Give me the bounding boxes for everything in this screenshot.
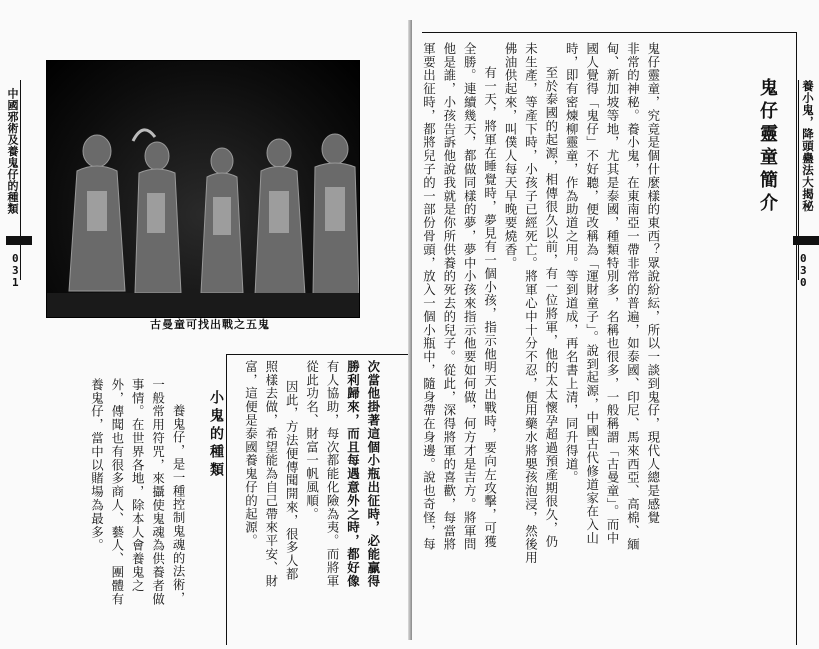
article-text-column: 鬼仔靈童，究竟是個什麼樣的東西？眾說紛紜，所以一談到鬼仔，現代人總是感覺 bbox=[645, 42, 661, 525]
section-text-column: 事情。在世界各地，除本人會養鬼之 bbox=[130, 378, 146, 593]
section-heading: 小鬼的種類 bbox=[208, 390, 225, 480]
article-text-column: 有一天，將軍在睡覺時，夢見有一個小孩，指示他明天出戰時，要向左攻擊，可獲 bbox=[482, 66, 498, 549]
article-column-group bbox=[418, 42, 663, 634]
article-text-column: 未生產，等產下時，小孩子已經死亡。將軍心中十分不忍，便用藥水將嬰孩泡浸，然後用 bbox=[523, 42, 539, 565]
left-page-number-digit: 3 bbox=[12, 264, 19, 277]
right-page bbox=[412, 0, 819, 649]
statue-figures-graphic bbox=[47, 61, 359, 317]
right-page-number-digit: 0 bbox=[800, 276, 807, 289]
continuation-column-group bbox=[240, 360, 383, 642]
article-text-column: 至於泰國的起源，相傳很久以前，有一位將軍，他的太太懷孕超過預產期很久，仍 bbox=[543, 66, 559, 549]
article-text-column: 非常的神秘。養小鬼，在東南亞一帶非常的普遍，如泰國、印尼、馬來西亞、高棉、緬 bbox=[625, 42, 641, 552]
left-margin-rule bbox=[20, 80, 21, 280]
continuation-text-column: 因此，方法便傳聞開來，很多人都 bbox=[284, 380, 300, 581]
right-page-tab-mark bbox=[793, 236, 819, 245]
section-text-column: 養鬼仔，當中以賭場為最多。 bbox=[89, 378, 105, 553]
section-text-column: 一般常用符咒，來攝使鬼魂為供養者做 bbox=[150, 378, 166, 606]
left-page-number bbox=[12, 253, 19, 289]
article-title: 鬼仔靈童簡介 bbox=[757, 78, 778, 216]
photo-caption: 古曼童可找出戰之五鬼 bbox=[150, 318, 270, 331]
right-page-number-digit: 0 bbox=[800, 252, 807, 265]
section-column-group bbox=[86, 378, 226, 638]
right-page-number-digit: 3 bbox=[800, 264, 807, 277]
article-text-column: 全勝。連續幾天，都做同樣的夢，夢中小孩來指示他要如何做，何方才是吉方。將軍問 bbox=[462, 42, 478, 552]
left-page-number-digit: 0 bbox=[12, 252, 19, 265]
continuation-text-column: 從此功名、財富一帆風順。 bbox=[304, 360, 320, 521]
continuation-text-column: 照樣去做，希望能為自己帶來平安、財 bbox=[263, 360, 279, 588]
article-text-column: 佛油供起來，叫僕人每天早晚要燒香。 bbox=[503, 42, 519, 270]
left-page-tab-mark bbox=[6, 236, 32, 245]
section-text-column: 養鬼仔，是一種控制鬼魂的法術， bbox=[171, 404, 187, 605]
right-margin-rule bbox=[798, 80, 799, 280]
continuation-text-column: 勝利歸來，而且每遇意外之時，都好像 bbox=[345, 360, 361, 588]
article-text-column: 軍要出征時，都將兒子的一部份骨頭，放入一個小瓶中，隨身帶在身邊。說也奇怪，每 bbox=[421, 42, 437, 552]
continuation-text-column: 有人協助，每次都能化險為夷。而將軍 bbox=[325, 360, 341, 588]
section-text-column: 外，傳聞也有很多商人、藝人、團體有 bbox=[109, 378, 125, 606]
right-running-head: 養小鬼，降頭蠱法大揭秘 bbox=[801, 80, 815, 212]
left-page-number-digit: 1 bbox=[12, 276, 19, 289]
continuation-text-column: 富，這便是泰國養鬼仔的起源。 bbox=[243, 360, 259, 548]
article-text-column: 他是誰，小孩告訴他說我就是你所供養的死去的兒子。從此，深得將軍的喜歡，每當將 bbox=[441, 42, 457, 552]
article-text-column: 甸、新加坡等地，尤其是泰國，種類特別多，名稱也很多，一般稱謂「古曼童」。而中 bbox=[605, 42, 621, 545]
statue-photo bbox=[46, 60, 360, 318]
article-text-column: 國人覺得「鬼仔」不好聽，便改稱為「運財童子」。說到起源，中國古代修道家在入山 bbox=[584, 42, 600, 545]
article-text-column: 時，即有密煉柳靈童，作為助道之用。等到道成，再名書上清，同升得道。 bbox=[564, 42, 580, 485]
continuation-text-column: 次當他掛著這個小瓶出征時，必能贏得 bbox=[365, 360, 381, 588]
left-running-head: 中國邪術及養鬼仔的種類 bbox=[6, 88, 19, 215]
right-page-number bbox=[800, 253, 807, 289]
